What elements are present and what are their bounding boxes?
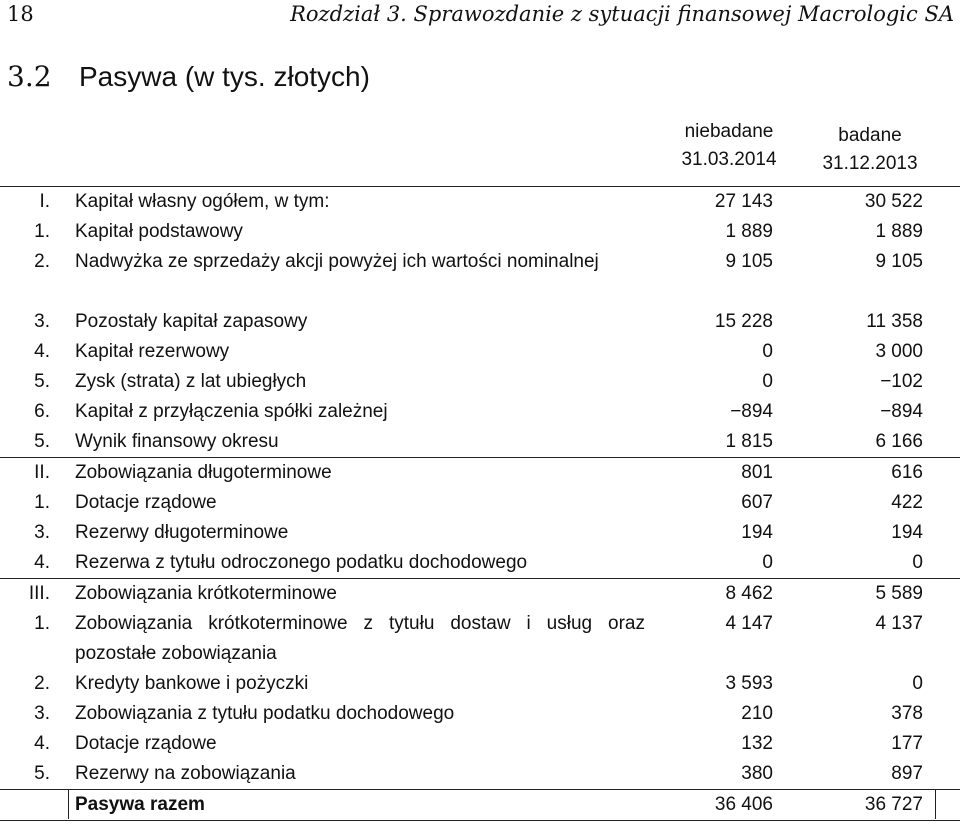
row-number: 1. (34, 221, 50, 242)
table-vertical-rule (935, 789, 936, 819)
value-2013-12-31: 11 358 (866, 311, 923, 332)
row-label: Kapitał podstawowy (75, 221, 243, 242)
value-2013-12-31: 0 (912, 552, 923, 573)
row-number: 5. (34, 431, 50, 452)
value-2014-03-31: 9 105 (725, 251, 773, 272)
value-2014-03-31: 1 815 (725, 431, 773, 452)
row-label: Wynik finansowy okresu (75, 431, 279, 452)
total-label: Pasywa razem (75, 794, 205, 815)
row-number: 1. (34, 492, 50, 513)
row-number: 5. (34, 763, 50, 784)
value-2013-12-31: 897 (891, 763, 923, 784)
row-number: III. (28, 583, 50, 604)
row-label: Rezerwy na zobowiązania (75, 763, 296, 784)
column-header-2-status: badane (838, 125, 902, 146)
table-row (0, 307, 960, 337)
row-number: 1. (34, 613, 50, 634)
row-label: Nadwyżka ze sprzedaży akcji powyżej ich wartości nominalnej (75, 251, 599, 272)
row-number: 2. (34, 251, 50, 272)
row-number: 4. (34, 552, 50, 573)
table-row (0, 729, 960, 759)
value-2014-03-31: 0 (762, 341, 773, 362)
table-row (0, 669, 960, 699)
table-row (0, 247, 960, 307)
value-2013-12-31: 5 589 (875, 583, 923, 604)
column-header-1 (660, 118, 798, 174)
row-label: Rezerwy długoterminowe (75, 522, 289, 543)
value-2013-12-31: 422 (891, 492, 923, 513)
row-label: Zobowiązania krótkoterminowe (75, 583, 337, 604)
table-row (0, 186, 960, 217)
value-2014-03-31: 3 593 (725, 673, 773, 694)
column-header-2 (800, 122, 940, 178)
total-value-2013-12-31: 36 727 (864, 794, 923, 815)
table-row (0, 609, 960, 669)
value-2014-03-31: 4 147 (725, 613, 773, 634)
row-label: Kapitał z przyłączenia spółki zależnej (75, 401, 388, 422)
total-row (0, 789, 960, 821)
value-2014-03-31: 15 228 (714, 311, 773, 332)
table-row (0, 427, 960, 457)
row-number: 3. (34, 522, 50, 543)
page-number: 18 (7, 2, 34, 26)
row-number: 5. (34, 371, 50, 392)
row-label: Zobowiązania krótkoterminowe z tytułu dostaw i usług oraz pozostałe zobowiązania (75, 613, 645, 664)
section-heading (7, 60, 370, 93)
table-row (0, 397, 960, 427)
value-2013-12-31: 0 (912, 673, 923, 694)
value-2013-12-31: 6 166 (875, 431, 923, 452)
table-row (0, 457, 960, 488)
value-2014-03-31: 607 (741, 492, 773, 513)
row-label: Kapitał własny ogółem, w tym: (75, 191, 330, 212)
table-vertical-rule (68, 789, 69, 819)
row-number: 3. (34, 311, 50, 332)
value-2013-12-31: −102 (880, 371, 923, 392)
row-label: Kapitał rezerwowy (75, 341, 230, 362)
value-2014-03-31: 132 (741, 733, 773, 754)
row-label: Dotacje rządowe (75, 492, 217, 513)
column-header-1-date: 31.03.2014 (681, 149, 777, 170)
row-number: II. (34, 462, 50, 483)
table-row (0, 518, 960, 548)
row-label: Zysk (strata) z lat ubiegłych (75, 371, 307, 392)
page-header (0, 0, 960, 30)
column-header-1-status: niebadane (684, 121, 774, 142)
value-2014-03-31: 801 (741, 462, 773, 483)
value-2013-12-31: 4 137 (875, 613, 923, 634)
value-2014-03-31: 194 (741, 522, 773, 543)
value-2014-03-31: 8 462 (725, 583, 773, 604)
value-2013-12-31: 177 (891, 733, 923, 754)
value-2014-03-31: 380 (741, 763, 773, 784)
column-header-2-date: 31.12.2013 (822, 153, 918, 174)
value-2013-12-31: −894 (880, 401, 923, 422)
value-2013-12-31: 194 (891, 522, 923, 543)
liabilities-table (0, 186, 960, 821)
table-row (0, 759, 960, 789)
row-label: Zobowiązania długoterminowe (75, 462, 332, 483)
value-2013-12-31: 9 105 (875, 251, 923, 272)
row-number: 4. (34, 733, 50, 754)
column-headers (0, 118, 960, 188)
value-2014-03-31: 210 (741, 703, 773, 724)
value-2013-12-31: 378 (891, 703, 923, 724)
value-2013-12-31: 3 000 (875, 341, 923, 362)
total-value-2014-03-31: 36 406 (714, 794, 773, 815)
value-2014-03-31: 0 (762, 371, 773, 392)
table-row (0, 337, 960, 367)
row-number: 2. (34, 673, 50, 694)
value-2014-03-31: −894 (730, 401, 773, 422)
row-label: Pozostały kapitał zapasowy (75, 311, 308, 332)
value-2014-03-31: 1 889 (725, 221, 773, 242)
table-row (0, 699, 960, 729)
table-row (0, 548, 960, 578)
value-2013-12-31: 1 889 (875, 221, 923, 242)
row-label: Rezerwa z tytułu odroczonego podatku dochodowego (75, 552, 528, 573)
running-title: Rozdział 3. Sprawozdanie z sytuacji finansowej Macrologic SA (290, 2, 954, 26)
table-row (0, 367, 960, 397)
row-number: 6. (34, 401, 50, 422)
section-title: Pasywa (w tys. złotych) (79, 61, 370, 92)
row-number: 4. (34, 341, 50, 362)
value-2014-03-31: 0 (762, 552, 773, 573)
table-row (0, 578, 960, 609)
value-2013-12-31: 30 522 (864, 191, 923, 212)
table-row (0, 217, 960, 247)
row-label: Zobowiązania z tytułu podatku dochodowego (75, 703, 455, 724)
table-row (0, 488, 960, 518)
row-number: I. (39, 191, 50, 212)
value-2014-03-31: 27 143 (714, 191, 773, 212)
row-label: Kredyty bankowe i pożyczki (75, 673, 309, 694)
value-2013-12-31: 616 (891, 462, 923, 483)
row-label: Dotacje rządowe (75, 733, 217, 754)
section-number: 3.2 (7, 60, 52, 93)
row-number: 3. (34, 703, 50, 724)
